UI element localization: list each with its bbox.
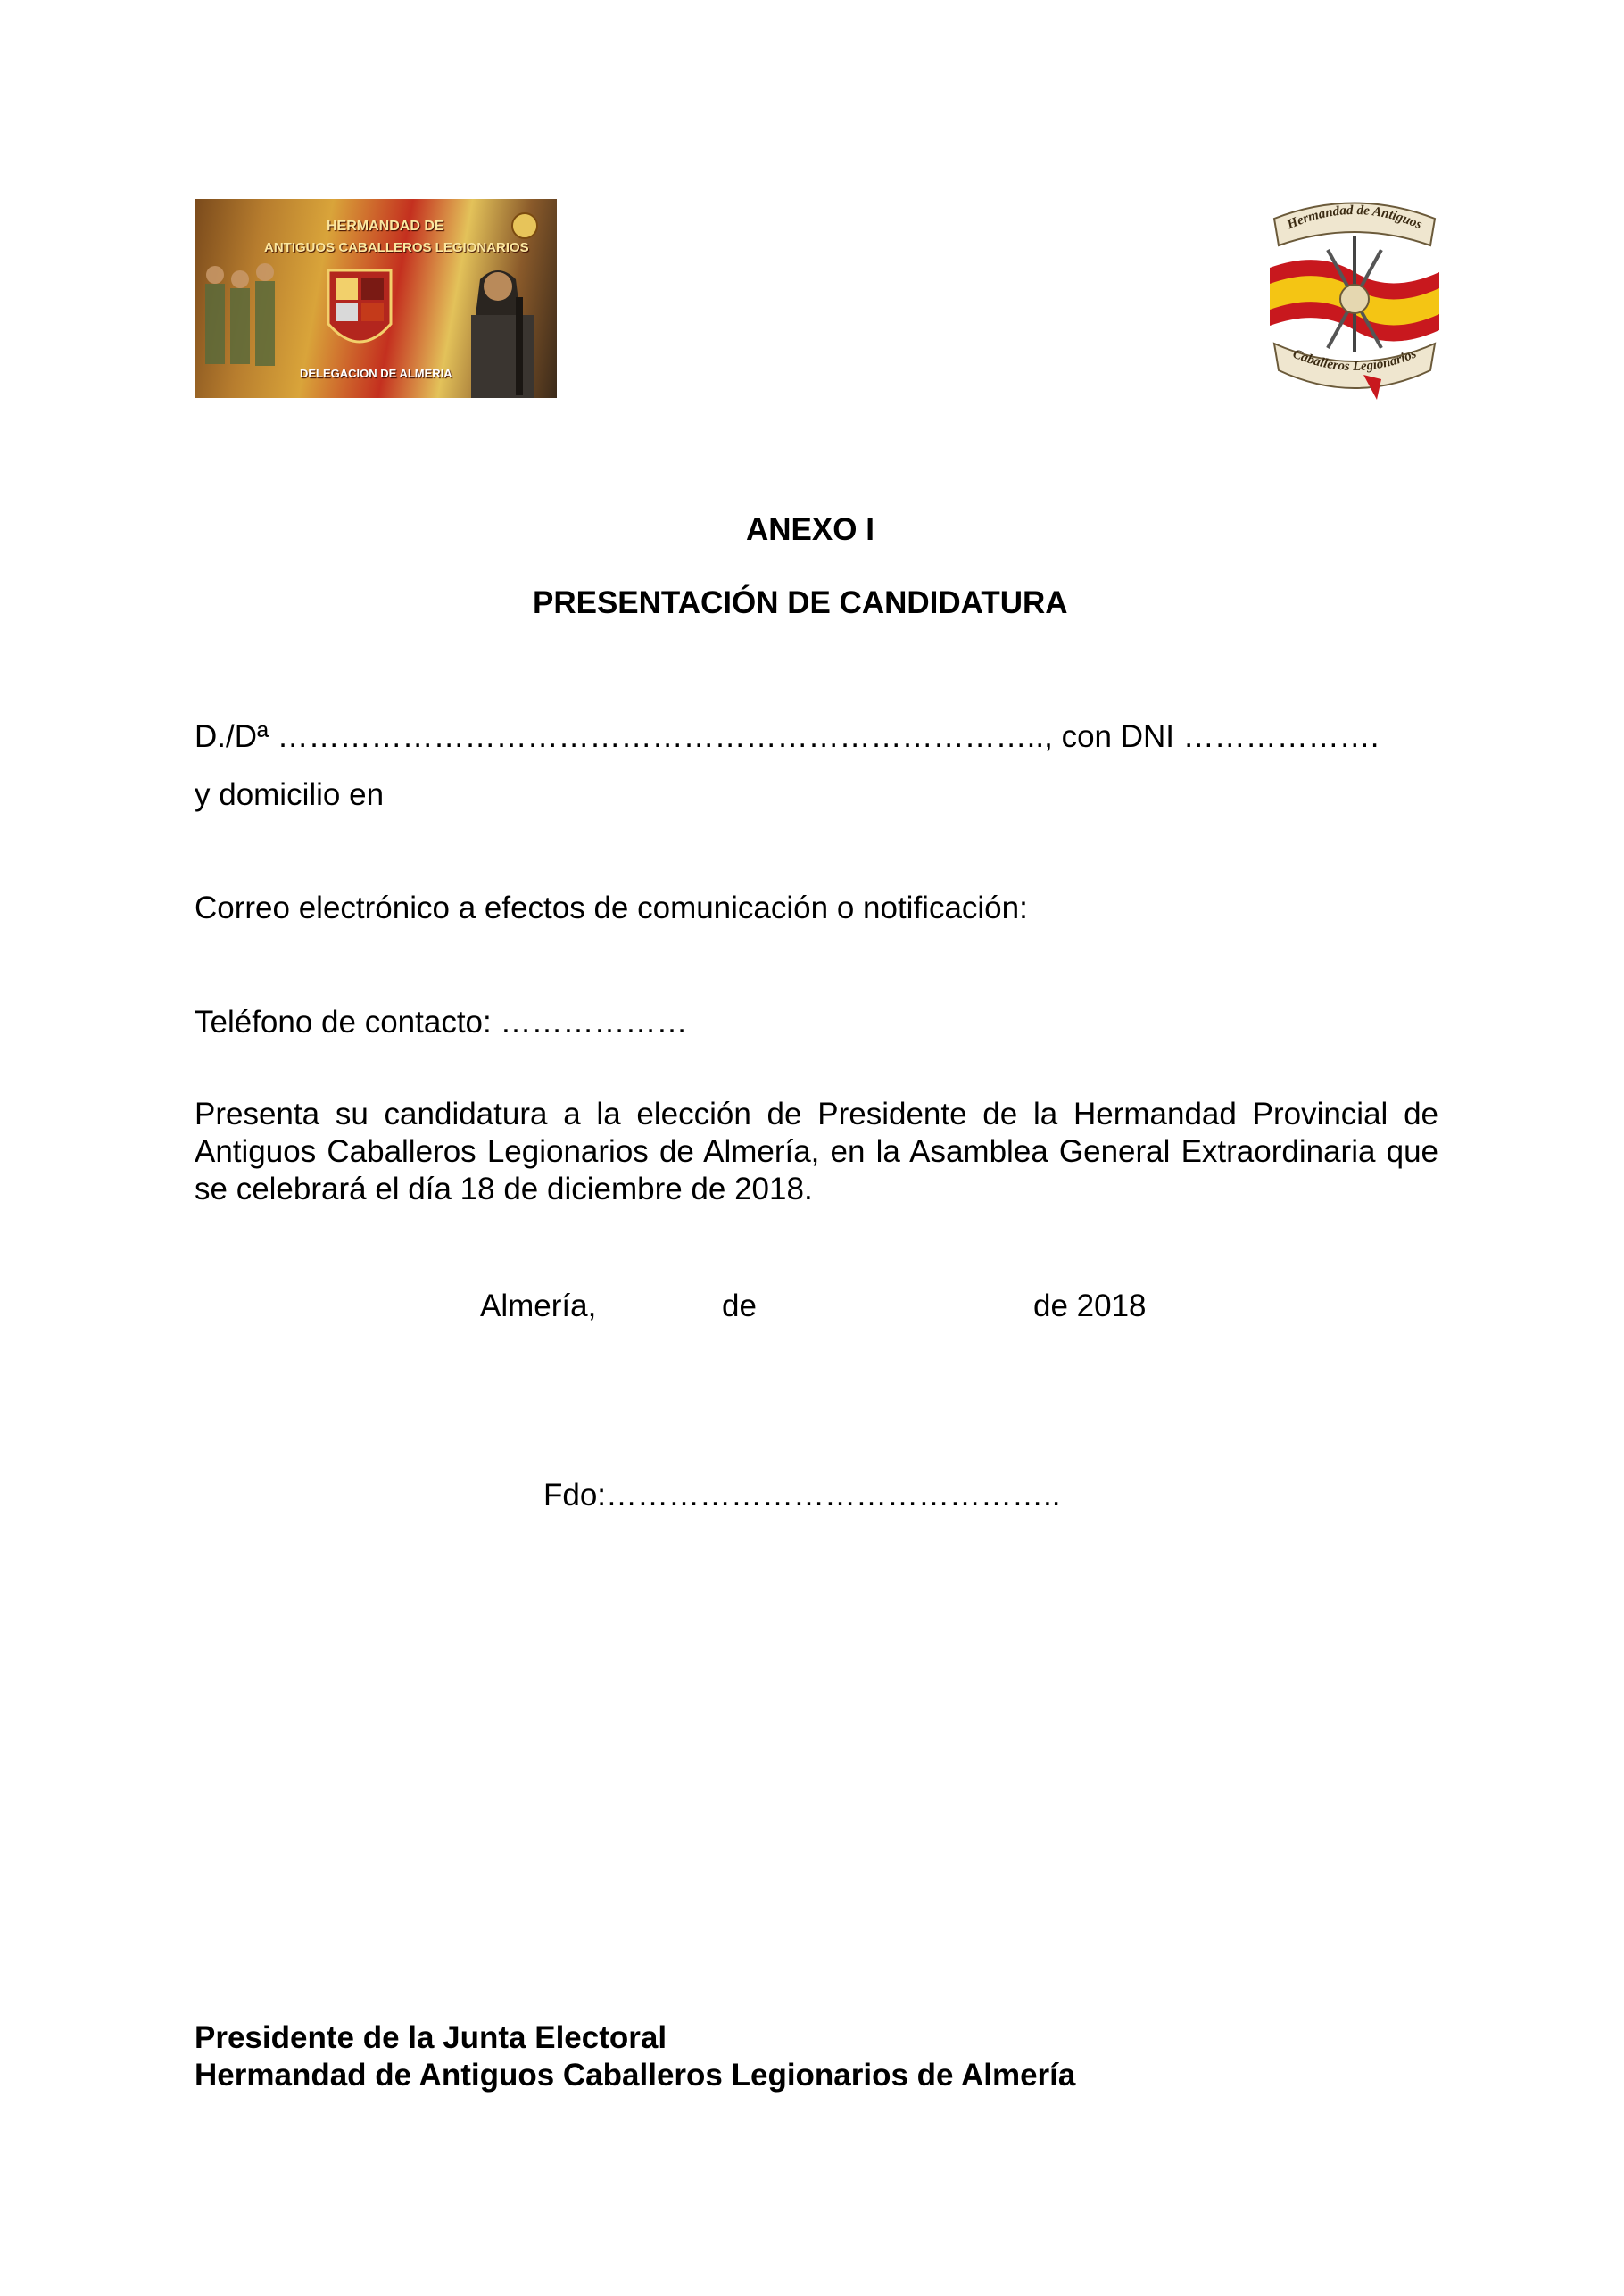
candidacy-statement-paragraph: Presenta su candidatura a la elección de Presidente de la Hermandad Provincial de Antiguos Caballeros Legionarios de Almería, en la Asamblea General Extraordinaria que se celebrará el día 18 de diciembre de 2018. — [195, 1097, 1438, 1206]
association-emblem-logo — [1265, 196, 1444, 402]
phone-field-line: Teléfono de contacto: ……………… — [195, 1005, 688, 1040]
footer-addressee-title: Presidente de la Junta Electoral — [195, 2020, 667, 2055]
banner-title-line1: HERMANDAD DE — [327, 219, 444, 234]
signature-line: Fdo:…………………………………….. — [543, 1478, 1061, 1513]
date-city: Almería, — [480, 1289, 597, 1323]
form-title: PRESENTACIÓN DE CANDIDATURA — [533, 585, 1068, 620]
email-field-line: Correo electrónico a efectos de comunicación o notificación: — [195, 891, 1028, 925]
date-day-separator: de — [722, 1289, 757, 1323]
association-banner-logo — [195, 199, 557, 398]
banner-title-line2: ANTIGUOS CABALLEROS LEGIONARIOS — [264, 240, 529, 255]
name-dni-field-line: D./Dª ……………………………………………………………….., con DNI ………………. — [195, 719, 1380, 754]
annex-title: ANEXO I — [746, 512, 874, 547]
banner-delegation-label: DELEGACION DE ALMERIA — [300, 367, 452, 380]
address-field-line: y domicilio en — [195, 777, 385, 812]
date-year: de 2018 — [1033, 1289, 1147, 1323]
emblem-bottom-text: Caballeros Legionarios — [1290, 346, 1419, 375]
emblem-artwork — [1265, 196, 1444, 402]
footer-addressee-organization: Hermandad de Antiguos Caballeros Legionarios de Almería — [195, 2058, 1076, 2093]
emblem-top-text: Hermandad de Antiguos — [1285, 203, 1424, 233]
